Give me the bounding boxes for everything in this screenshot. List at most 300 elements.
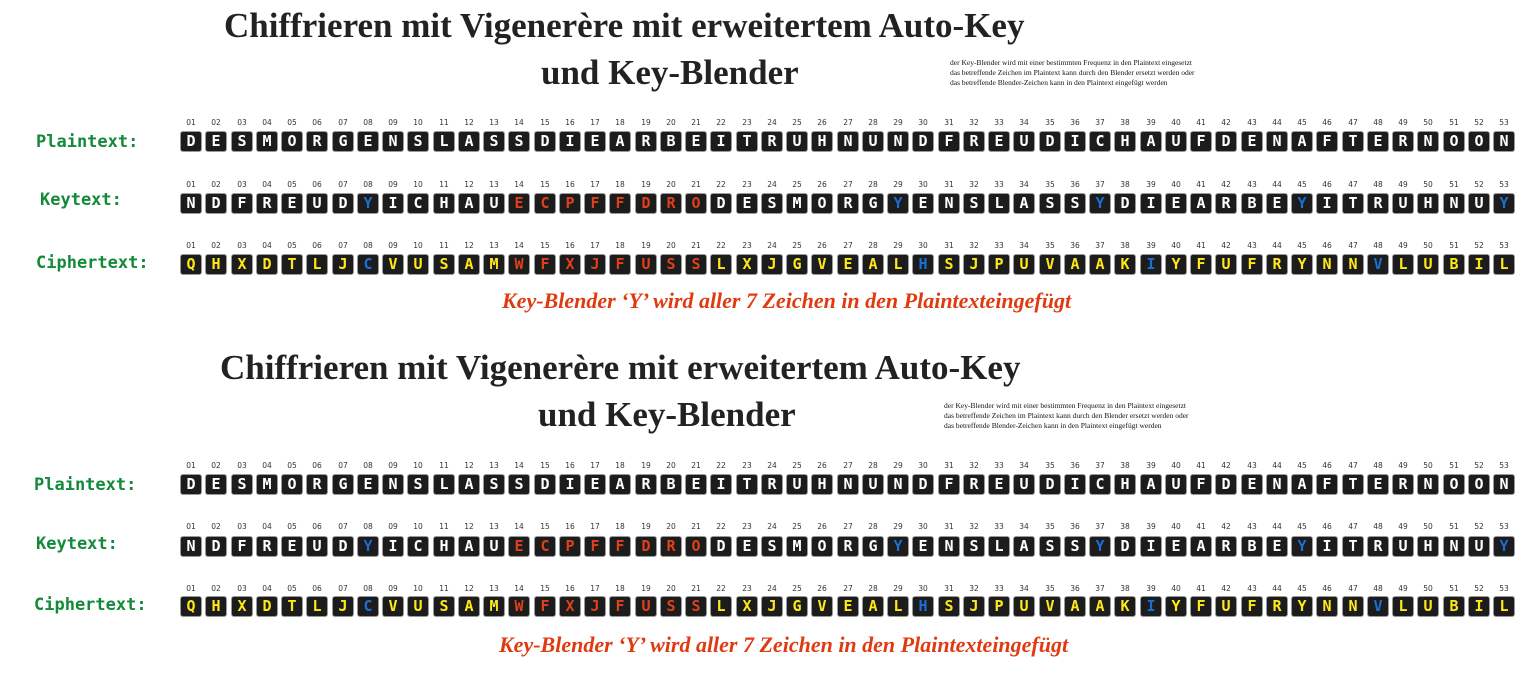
position-number: 13 xyxy=(489,180,499,189)
position-number: 34 xyxy=(1019,584,1029,593)
plain-cell: E xyxy=(988,131,1010,152)
position-number: 12 xyxy=(464,584,474,593)
cipher-cell: Y xyxy=(1165,596,1187,617)
cipher-cell: U xyxy=(1215,596,1237,617)
cipher-cell: X xyxy=(231,596,253,617)
key-cell: D xyxy=(1114,536,1136,557)
position-number: 01 xyxy=(186,522,196,531)
key-cell: Y xyxy=(1493,193,1515,214)
plain-cell: D xyxy=(1039,474,1061,495)
cipher-cell: Q xyxy=(180,596,202,617)
position-number: 27 xyxy=(843,461,853,470)
cipher-cell: B xyxy=(1443,254,1465,275)
position-number: 42 xyxy=(1221,241,1231,250)
ciphertext-label: Ciphertext: xyxy=(36,253,149,273)
position-number: 11 xyxy=(439,118,449,127)
plain-cell: T xyxy=(1342,474,1364,495)
position-number: 48 xyxy=(1373,461,1383,470)
plain-cell: D xyxy=(180,131,202,152)
position-number: 47 xyxy=(1348,241,1358,250)
position-number: 37 xyxy=(1095,180,1105,189)
position-number: 04 xyxy=(262,584,272,593)
cipher-cell: Q xyxy=(180,254,202,275)
cipher-cell: V xyxy=(1039,254,1061,275)
plain-cell: B xyxy=(660,474,682,495)
position-number: 08 xyxy=(363,584,373,593)
key-cell: L xyxy=(988,536,1010,557)
position-number: 05 xyxy=(287,118,297,127)
position-number: 12 xyxy=(464,241,474,250)
position-number: 19 xyxy=(641,180,651,189)
plain-cell: A xyxy=(1291,474,1313,495)
position-number: 27 xyxy=(843,241,853,250)
position-number: 12 xyxy=(464,118,474,127)
position-number: 20 xyxy=(666,522,676,531)
cipher-cell: S xyxy=(685,254,707,275)
position-number: 09 xyxy=(388,118,398,127)
plain-cell: S xyxy=(231,131,253,152)
cipher-cell: U xyxy=(635,254,657,275)
plain-cell: R xyxy=(306,474,328,495)
position-number: 03 xyxy=(237,522,247,531)
plain-cell: O xyxy=(1468,474,1490,495)
key-cell: U xyxy=(1468,193,1490,214)
cipher-cell: S xyxy=(685,596,707,617)
key-cell: P xyxy=(559,193,581,214)
key-cell: F xyxy=(231,193,253,214)
key-cell: D xyxy=(205,193,227,214)
position-number: 06 xyxy=(312,241,322,250)
key-cell: L xyxy=(988,193,1010,214)
position-number: 48 xyxy=(1373,180,1383,189)
position-number: 10 xyxy=(413,180,423,189)
plain-cell: T xyxy=(736,131,758,152)
position-number: 19 xyxy=(641,241,651,250)
position-number: 16 xyxy=(565,118,575,127)
cipher-cell: S xyxy=(433,596,455,617)
position-number: 04 xyxy=(262,522,272,531)
position-number: 33 xyxy=(994,241,1004,250)
position-number: 33 xyxy=(994,118,1004,127)
position-number: 18 xyxy=(615,461,625,470)
position-number: 10 xyxy=(413,241,423,250)
cipher-cell: H xyxy=(205,596,227,617)
position-number: 33 xyxy=(994,180,1004,189)
position-number: 29 xyxy=(893,241,903,250)
position-number: 46 xyxy=(1322,584,1332,593)
position-number: 43 xyxy=(1247,584,1257,593)
position-number: 41 xyxy=(1196,118,1206,127)
cipher-cell: L xyxy=(1493,596,1515,617)
plain-cell: E xyxy=(205,131,227,152)
key-cell: B xyxy=(1241,193,1263,214)
position-number: 33 xyxy=(994,584,1004,593)
cipher-cell: J xyxy=(332,254,354,275)
position-number: 37 xyxy=(1095,118,1105,127)
plain-cell: A xyxy=(458,131,480,152)
plain-cell: D xyxy=(534,474,556,495)
cipher-cell: F xyxy=(609,596,631,617)
position-number: 53 xyxy=(1499,118,1509,127)
key-cell: G xyxy=(862,536,884,557)
position-number: 10 xyxy=(413,522,423,531)
cipher-cell: M xyxy=(483,596,505,617)
plain-cell: N xyxy=(382,474,404,495)
position-number: 33 xyxy=(994,522,1004,531)
position-number: 01 xyxy=(186,241,196,250)
plain-cell: C xyxy=(1089,474,1111,495)
position-number: 30 xyxy=(918,584,928,593)
key-cell: E xyxy=(1165,536,1187,557)
position-number: 41 xyxy=(1196,241,1206,250)
position-number: 39 xyxy=(1146,180,1156,189)
position-number: 38 xyxy=(1120,241,1130,250)
position-number: 16 xyxy=(565,584,575,593)
plain-cell: M xyxy=(256,131,278,152)
position-number: 47 xyxy=(1348,180,1358,189)
position-number: 37 xyxy=(1095,584,1105,593)
position-number: 48 xyxy=(1373,241,1383,250)
position-number: 45 xyxy=(1297,584,1307,593)
key-cell: R xyxy=(1367,536,1389,557)
plain-cell: D xyxy=(912,474,934,495)
key-cell: C xyxy=(534,536,556,557)
position-number: 23 xyxy=(742,584,752,593)
cipher-cell: S xyxy=(938,596,960,617)
position-number: 43 xyxy=(1247,522,1257,531)
cipher-cell: A xyxy=(458,254,480,275)
key-cell: O xyxy=(685,193,707,214)
plain-cell: N xyxy=(1417,474,1439,495)
key-cell: R xyxy=(256,536,278,557)
position-number: 47 xyxy=(1348,584,1358,593)
plain-cell: U xyxy=(1165,474,1187,495)
key-cell: N xyxy=(180,536,202,557)
cipher-cell: U xyxy=(1215,254,1237,275)
position-number: 16 xyxy=(565,522,575,531)
position-number: 44 xyxy=(1272,522,1282,531)
position-number: 09 xyxy=(388,522,398,531)
position-number: 53 xyxy=(1499,522,1509,531)
position-number: 36 xyxy=(1070,522,1080,531)
position-number: 18 xyxy=(615,584,625,593)
cipher-cell: E xyxy=(837,596,859,617)
plain-cell: N xyxy=(1417,131,1439,152)
position-number: 50 xyxy=(1423,461,1433,470)
key-cell: S xyxy=(1064,193,1086,214)
position-number: 38 xyxy=(1120,461,1130,470)
cipher-cell: Y xyxy=(1291,254,1313,275)
cipher-cell: D xyxy=(256,254,278,275)
cipher-cell: S xyxy=(660,254,682,275)
key-cell: R xyxy=(1367,193,1389,214)
position-number: 46 xyxy=(1322,522,1332,531)
position-number: 14 xyxy=(514,522,524,531)
position-number: 45 xyxy=(1297,241,1307,250)
title-line-1: Chiffrieren mit Vigenerère mit erweitertem Auto-Key xyxy=(224,6,1025,45)
position-number: 26 xyxy=(817,522,827,531)
plain-cell: N xyxy=(382,131,404,152)
plain-cell: R xyxy=(761,131,783,152)
position-number: 42 xyxy=(1221,522,1231,531)
keytext-label: Keytext: xyxy=(36,534,118,554)
position-number: 45 xyxy=(1297,118,1307,127)
position-number: 27 xyxy=(843,180,853,189)
position-number: 32 xyxy=(969,118,979,127)
position-number: 07 xyxy=(338,461,348,470)
position-number: 17 xyxy=(590,118,600,127)
position-number: 36 xyxy=(1070,461,1080,470)
cipher-cell: N xyxy=(1342,596,1364,617)
cipher-cell: I xyxy=(1140,254,1162,275)
position-number: 40 xyxy=(1171,241,1181,250)
position-number: 43 xyxy=(1247,118,1257,127)
position-number: 41 xyxy=(1196,461,1206,470)
position-number: 14 xyxy=(514,584,524,593)
position-number: 50 xyxy=(1423,522,1433,531)
position-number: 09 xyxy=(388,241,398,250)
blender-caption: Key-Blender ‘Y’ wird aller 7 Zeichen in den Plaintexteingefügt xyxy=(499,632,1069,657)
blender-note xyxy=(950,58,1195,88)
position-number: 39 xyxy=(1146,118,1156,127)
position-number: 34 xyxy=(1019,180,1029,189)
cipher-cell: F xyxy=(534,254,556,275)
key-cell: Y xyxy=(357,193,379,214)
key-cell: Y xyxy=(887,193,909,214)
key-cell: E xyxy=(736,536,758,557)
key-cell: Y xyxy=(1089,193,1111,214)
position-number: 30 xyxy=(918,241,928,250)
position-number: 24 xyxy=(767,180,777,189)
plain-cell: I xyxy=(559,131,581,152)
cipher-cell: W xyxy=(508,596,530,617)
cipher-cell: R xyxy=(1266,596,1288,617)
key-cell: O xyxy=(811,536,833,557)
key-cell: Y xyxy=(357,536,379,557)
key-cell: D xyxy=(710,193,732,214)
key-cell: S xyxy=(761,193,783,214)
position-number: 43 xyxy=(1247,180,1257,189)
key-cell: D xyxy=(332,193,354,214)
plain-cell: A xyxy=(1140,131,1162,152)
position-number: 18 xyxy=(615,522,625,531)
position-number: 03 xyxy=(237,461,247,470)
position-number: 20 xyxy=(666,241,676,250)
position-number: 21 xyxy=(691,180,701,189)
position-number: 50 xyxy=(1423,180,1433,189)
position-number: 30 xyxy=(918,180,928,189)
cipher-cell: P xyxy=(988,596,1010,617)
position-number: 48 xyxy=(1373,118,1383,127)
position-number: 10 xyxy=(413,584,423,593)
ciphertext-label: Ciphertext: xyxy=(34,595,147,615)
position-number: 51 xyxy=(1449,180,1459,189)
key-cell: I xyxy=(1316,193,1338,214)
cipher-cell: V xyxy=(811,596,833,617)
cipher-cell: J xyxy=(963,254,985,275)
position-number: 35 xyxy=(1045,461,1055,470)
position-number: 03 xyxy=(237,584,247,593)
key-cell: D xyxy=(710,536,732,557)
cipher-cell: X xyxy=(559,596,581,617)
position-number: 05 xyxy=(287,584,297,593)
position-number: 29 xyxy=(893,584,903,593)
key-cell: N xyxy=(1443,193,1465,214)
plain-cell: U xyxy=(1013,474,1035,495)
plain-cell: R xyxy=(1392,474,1414,495)
position-number: 20 xyxy=(666,584,676,593)
plain-cell: U xyxy=(862,131,884,152)
plain-cell: D xyxy=(534,131,556,152)
position-number: 51 xyxy=(1449,522,1459,531)
position-number: 16 xyxy=(565,461,575,470)
position-number: 32 xyxy=(969,180,979,189)
position-number: 35 xyxy=(1045,522,1055,531)
key-cell: M xyxy=(786,536,808,557)
position-number: 04 xyxy=(262,461,272,470)
cipher-cell: X xyxy=(231,254,253,275)
plain-cell: I xyxy=(710,131,732,152)
plain-cell: U xyxy=(862,474,884,495)
position-number: 51 xyxy=(1449,241,1459,250)
cipher-cell: H xyxy=(205,254,227,275)
position-number: 13 xyxy=(489,118,499,127)
cipher-cell: K xyxy=(1114,254,1136,275)
position-number: 52 xyxy=(1474,118,1484,127)
key-cell: A xyxy=(458,193,480,214)
key-cell: N xyxy=(180,193,202,214)
key-cell: M xyxy=(786,193,808,214)
position-number: 07 xyxy=(338,241,348,250)
plain-cell: E xyxy=(685,474,707,495)
cipher-cell: V xyxy=(1367,596,1389,617)
position-number: 15 xyxy=(540,461,550,470)
cipher-cell: C xyxy=(357,596,379,617)
key-cell: U xyxy=(306,536,328,557)
position-number: 05 xyxy=(287,522,297,531)
key-cell: R xyxy=(837,536,859,557)
key-cell: Y xyxy=(1493,536,1515,557)
cipher-cell: A xyxy=(1089,254,1111,275)
position-number: 07 xyxy=(338,180,348,189)
position-number: 44 xyxy=(1272,118,1282,127)
plain-cell: F xyxy=(1316,131,1338,152)
key-cell: E xyxy=(508,536,530,557)
cipher-cell: X xyxy=(736,254,758,275)
plain-cell: C xyxy=(1089,131,1111,152)
plain-cell: F xyxy=(1316,474,1338,495)
plain-cell: S xyxy=(407,474,429,495)
note-line-2: das betreffende Zeichen im Plaintext kann durch den Blender ersetzt werden oder xyxy=(950,68,1195,77)
position-number: 40 xyxy=(1171,522,1181,531)
position-number: 26 xyxy=(817,241,827,250)
position-number: 14 xyxy=(514,180,524,189)
key-cell: O xyxy=(811,193,833,214)
position-number: 26 xyxy=(817,584,827,593)
cipher-cell: T xyxy=(281,254,303,275)
note-line-3: das betreffende Blender-Zeichen kann in den Plaintext eingefügt werden xyxy=(944,421,1162,430)
position-number: 25 xyxy=(792,118,802,127)
position-number: 40 xyxy=(1171,180,1181,189)
position-number: 38 xyxy=(1120,180,1130,189)
key-cell: I xyxy=(382,193,404,214)
key-cell: E xyxy=(1266,536,1288,557)
plain-cell: U xyxy=(1013,131,1035,152)
position-number: 48 xyxy=(1373,584,1383,593)
position-number: 47 xyxy=(1348,118,1358,127)
position-number: 35 xyxy=(1045,180,1055,189)
key-cell: S xyxy=(761,536,783,557)
position-number: 08 xyxy=(363,241,373,250)
position-number: 08 xyxy=(363,522,373,531)
cipher-cell: M xyxy=(483,254,505,275)
position-number: 15 xyxy=(540,584,550,593)
position-number: 04 xyxy=(262,180,272,189)
plaintext-label: Plaintext: xyxy=(34,475,137,495)
key-cell: I xyxy=(1316,536,1338,557)
plain-cell: E xyxy=(1241,131,1263,152)
cipher-cell: A xyxy=(1064,596,1086,617)
position-number: 26 xyxy=(817,118,827,127)
position-number: 05 xyxy=(287,461,297,470)
position-number: 25 xyxy=(792,461,802,470)
cipher-cell: V xyxy=(382,254,404,275)
position-number: 45 xyxy=(1297,522,1307,531)
key-cell: D xyxy=(635,193,657,214)
position-number: 21 xyxy=(691,522,701,531)
plain-cell: I xyxy=(710,474,732,495)
cipher-cell: L xyxy=(1493,254,1515,275)
position-number: 22 xyxy=(716,241,726,250)
position-number: 39 xyxy=(1146,522,1156,531)
key-cell: H xyxy=(1417,536,1439,557)
position-number: 46 xyxy=(1322,180,1332,189)
position-number: 05 xyxy=(287,241,297,250)
position-number: 49 xyxy=(1398,461,1408,470)
position-number: 17 xyxy=(590,461,600,470)
cipher-cell: J xyxy=(584,254,606,275)
position-number: 50 xyxy=(1423,584,1433,593)
plain-cell: N xyxy=(837,474,859,495)
key-cell: C xyxy=(407,536,429,557)
position-number: 37 xyxy=(1095,461,1105,470)
position-number: 34 xyxy=(1019,118,1029,127)
cipher-cell: A xyxy=(862,254,884,275)
key-cell: E xyxy=(912,193,934,214)
blender-note xyxy=(944,401,1189,431)
key-cell: F xyxy=(609,193,631,214)
position-number: 07 xyxy=(338,584,348,593)
position-number: 06 xyxy=(312,584,322,593)
keytext-label: Keytext: xyxy=(40,190,122,210)
key-cell: F xyxy=(584,536,606,557)
position-number: 47 xyxy=(1348,461,1358,470)
position-number: 53 xyxy=(1499,180,1509,189)
position-number: 03 xyxy=(237,118,247,127)
position-number: 22 xyxy=(716,584,726,593)
cipher-cell: L xyxy=(306,596,328,617)
key-cell: D xyxy=(205,536,227,557)
position-number: 43 xyxy=(1247,241,1257,250)
position-number: 07 xyxy=(338,522,348,531)
position-number: 23 xyxy=(742,180,752,189)
plain-cell: O xyxy=(281,131,303,152)
plain-cell: E xyxy=(205,474,227,495)
position-number: 43 xyxy=(1247,461,1257,470)
position-number: 49 xyxy=(1398,180,1408,189)
position-number: 27 xyxy=(843,584,853,593)
position-number: 24 xyxy=(767,584,777,593)
